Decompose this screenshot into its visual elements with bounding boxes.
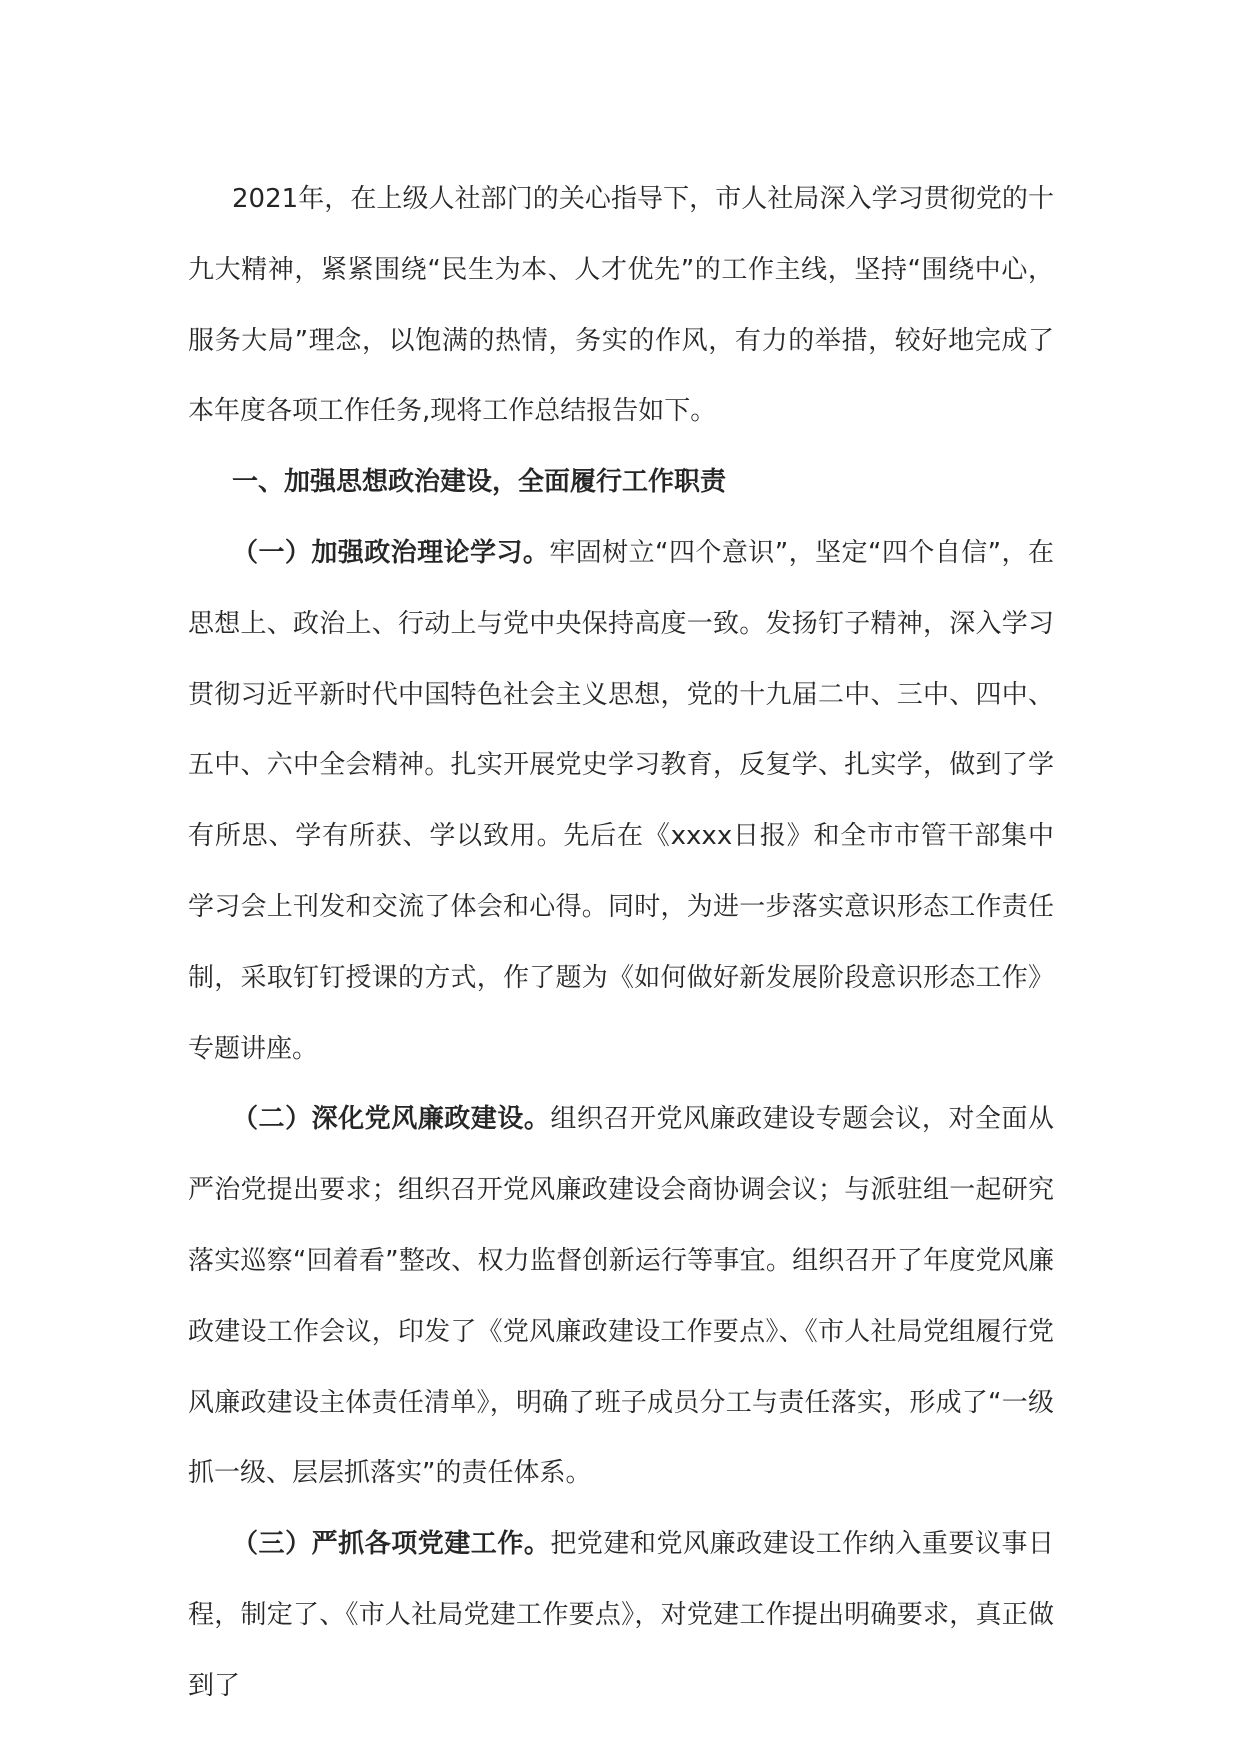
item-lead: （三）严抓各项党建工作。 [232,1529,551,1560]
item-lead: （二）深化党风廉政建设。 [232,1104,551,1135]
paragraph-item-1 [188,518,1054,1084]
paragraph-text: 牢固树立“四个意识”，坚定“四个自信”，在思想上、政治上、行动上与党中央保持高度一致。发扬钉子精神，深入学习贯彻习近平新时代中国特色社会主义思想，党的十九届二中、三中、四中、五中、六中全会精神。扎实开展党史学习教育，反复学、扎实学，做到了学有所思、学有所获、学以致用。先后在《xxxx日报》和全市市管干部集中学习会上刊发和交流了体会和心得。同时，为进一步落实意识形态工作责任制，采取钉钉授课的方式，作了题为《如何做好新发展阶段意识形态工作》专题讲座。 [188,537,1054,1064]
section-heading [188,447,1054,518]
paragraph-intro [188,164,1054,447]
paragraph-text: 2021年，在上级人社部门的关心指导下，市人社局深入学习贯彻党的十九大精神，紧紧围绕“民生为本、人才优先”的工作主线，坚持“围绕中心，服务大局”理念，以饱满的热情，务实的作风，有力的举措，较好地完成了本年度各项工作任务,现将工作总结报告如下。 [188,184,1054,427]
document-body [188,164,1054,1722]
paragraph-text: 组织召开党风廉政建设专题会议，对全面从严治党提出要求；组织召开党风廉政建设会商协调会议；与派驻组一起研究落实巡察“回着看”整改、权力监督创新运行等事宜。组织召开了年度党风廉政建设工作会议，印发了《党风廉政建设工作要点》、《市人社局党组履行党风廉政建设主体责任清单》，明确了班子成员分工与责任落实，形成了“一级抓一级、层层抓落实”的责任体系。 [188,1104,1054,1489]
section-heading-text: 一、加强思想政治建设，全面履行工作职责 [232,467,727,498]
paragraph-text: 把党建和党风廉政建设工作纳入重要议事日程，制定了、《市人社局党建工作要点》，对党建工作提出明确要求，真正做到了 [188,1529,1054,1701]
paragraph-item-3 [188,1509,1054,1721]
paragraph-item-2 [188,1084,1054,1509]
item-lead: （一）加强政治理论学习。 [232,537,550,568]
